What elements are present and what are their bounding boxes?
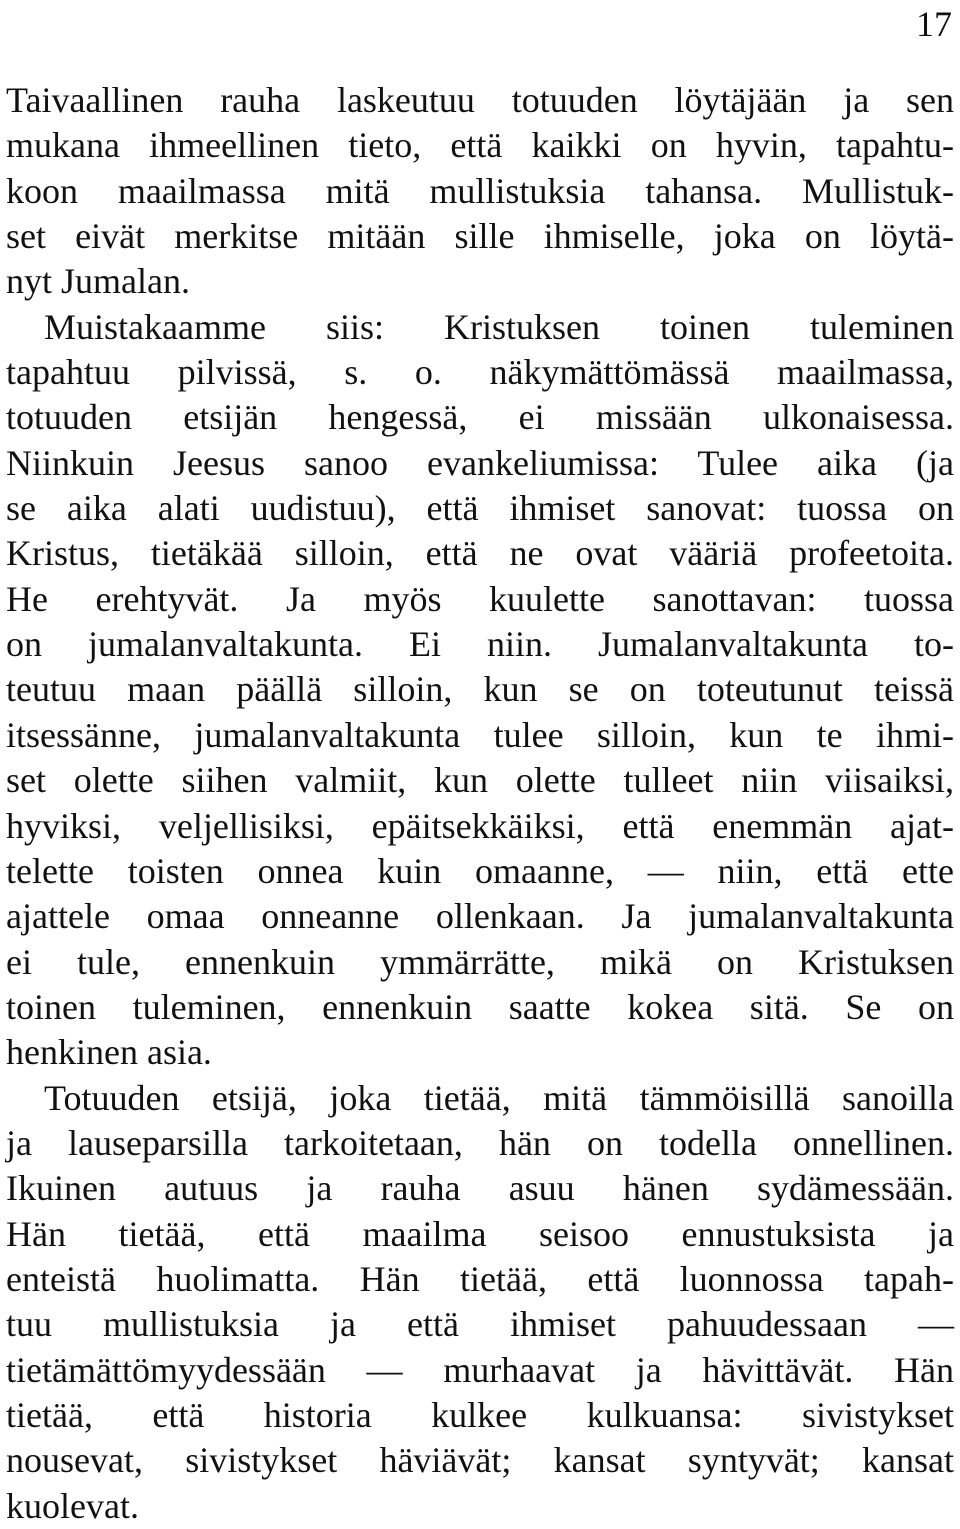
text-line: teutuu maan päällä silloin, kun se on toteutunut teissä bbox=[6, 669, 954, 710]
text-line: tapahtuu pilvissä, s. o. näkymättömässä maailmassa, bbox=[6, 352, 954, 393]
text-line: Kristus, tietäkää silloin, että ne ovat vääriä profeetoita. bbox=[6, 533, 954, 574]
text-line: ei tule, ennenkuin ymmärrätte, mikä on Kristuksen bbox=[6, 941, 954, 982]
text-line: on jumalanvaltakunta. Ei niin. Jumalanvaltakunta to- bbox=[6, 624, 954, 665]
text-line: Muistakaamme siis: Kristuksen toinen tuleminen bbox=[44, 306, 954, 347]
text-line: se aika alati uudistuu), että ihmiset sanovat: tuossa on bbox=[6, 488, 954, 529]
body-text bbox=[6, 78, 954, 1529]
text-line: ajattele omaa onneanne ollenkaan. Ja jumalanvaltakunta bbox=[6, 896, 954, 937]
text-line: koon maailmassa mitä mullistuksia tahansa. Mullistuk- bbox=[6, 170, 954, 211]
text-line: Hän tietää, että maailma seisoo ennustuksista ja bbox=[6, 1213, 954, 1254]
text-line: tietämättömyydessään — murhaavat ja hävittävät. Hän bbox=[6, 1349, 954, 1390]
text-line: Taivaallinen rauha laskeutuu totuuden löytäjään ja sen bbox=[6, 80, 954, 120]
text-line: hyviksi, veljellisiksi, epäitsekkäiksi, että enemmän ajat- bbox=[6, 805, 954, 846]
text-line: set olette siihen valmiit, kun olette tulleet niin viisaiksi, bbox=[6, 760, 954, 801]
text-line: tuu mullistuksia ja että ihmiset pahuudessaan — bbox=[6, 1304, 954, 1345]
text-line: toinen tuleminen, ennenkuin saatte kokea sitä. Se on bbox=[6, 986, 954, 1027]
text-line: He erehtyvät. Ja myös kuulette sanottavan: tuossa bbox=[6, 578, 954, 619]
text-line: nyt Jumalan. bbox=[6, 261, 190, 302]
text-line: henkinen asia. bbox=[6, 1032, 212, 1073]
text-line: telette toisten onnea kuin omaanne, — niin, että ette bbox=[6, 850, 954, 891]
text-line: tietää, että historia kulkee kulkuansa: sivistykset bbox=[6, 1394, 954, 1435]
text-line: kuolevat. bbox=[6, 1485, 139, 1526]
text-line: Ikuinen autuus ja rauha asuu hänen sydämessään. bbox=[6, 1168, 954, 1209]
text-line: Totuuden etsijä, joka tietää, mitä tämmöisillä sanoilla bbox=[44, 1077, 954, 1118]
text-line: nousevat, sivistykset häviävät; kansat syntyvät; kansat bbox=[6, 1440, 954, 1481]
text-line: ja lauseparsilla tarkoitetaan, hän on todella onnellinen. bbox=[6, 1122, 954, 1163]
page-number: 17 bbox=[916, 4, 952, 44]
text-line: Niinkuin Jeesus sanoo evankeliumissa: Tulee aika (ja bbox=[6, 442, 954, 483]
text-line: mukana ihmeellinen tieto, että kaikki on hyvin, tapahtu- bbox=[6, 125, 954, 166]
text-line: enteistä huolimatta. Hän tietää, että luonnossa tapah- bbox=[6, 1258, 954, 1299]
text-line: totuuden etsijän hengessä, ei missään ulkonaisessa. bbox=[6, 397, 954, 438]
text-line: set eivät merkitse mitään sille ihmiselle, joka on löytä- bbox=[6, 216, 954, 257]
text-line: itsessänne, jumalanvaltakunta tulee silloin, kun te ihmi- bbox=[6, 714, 954, 755]
